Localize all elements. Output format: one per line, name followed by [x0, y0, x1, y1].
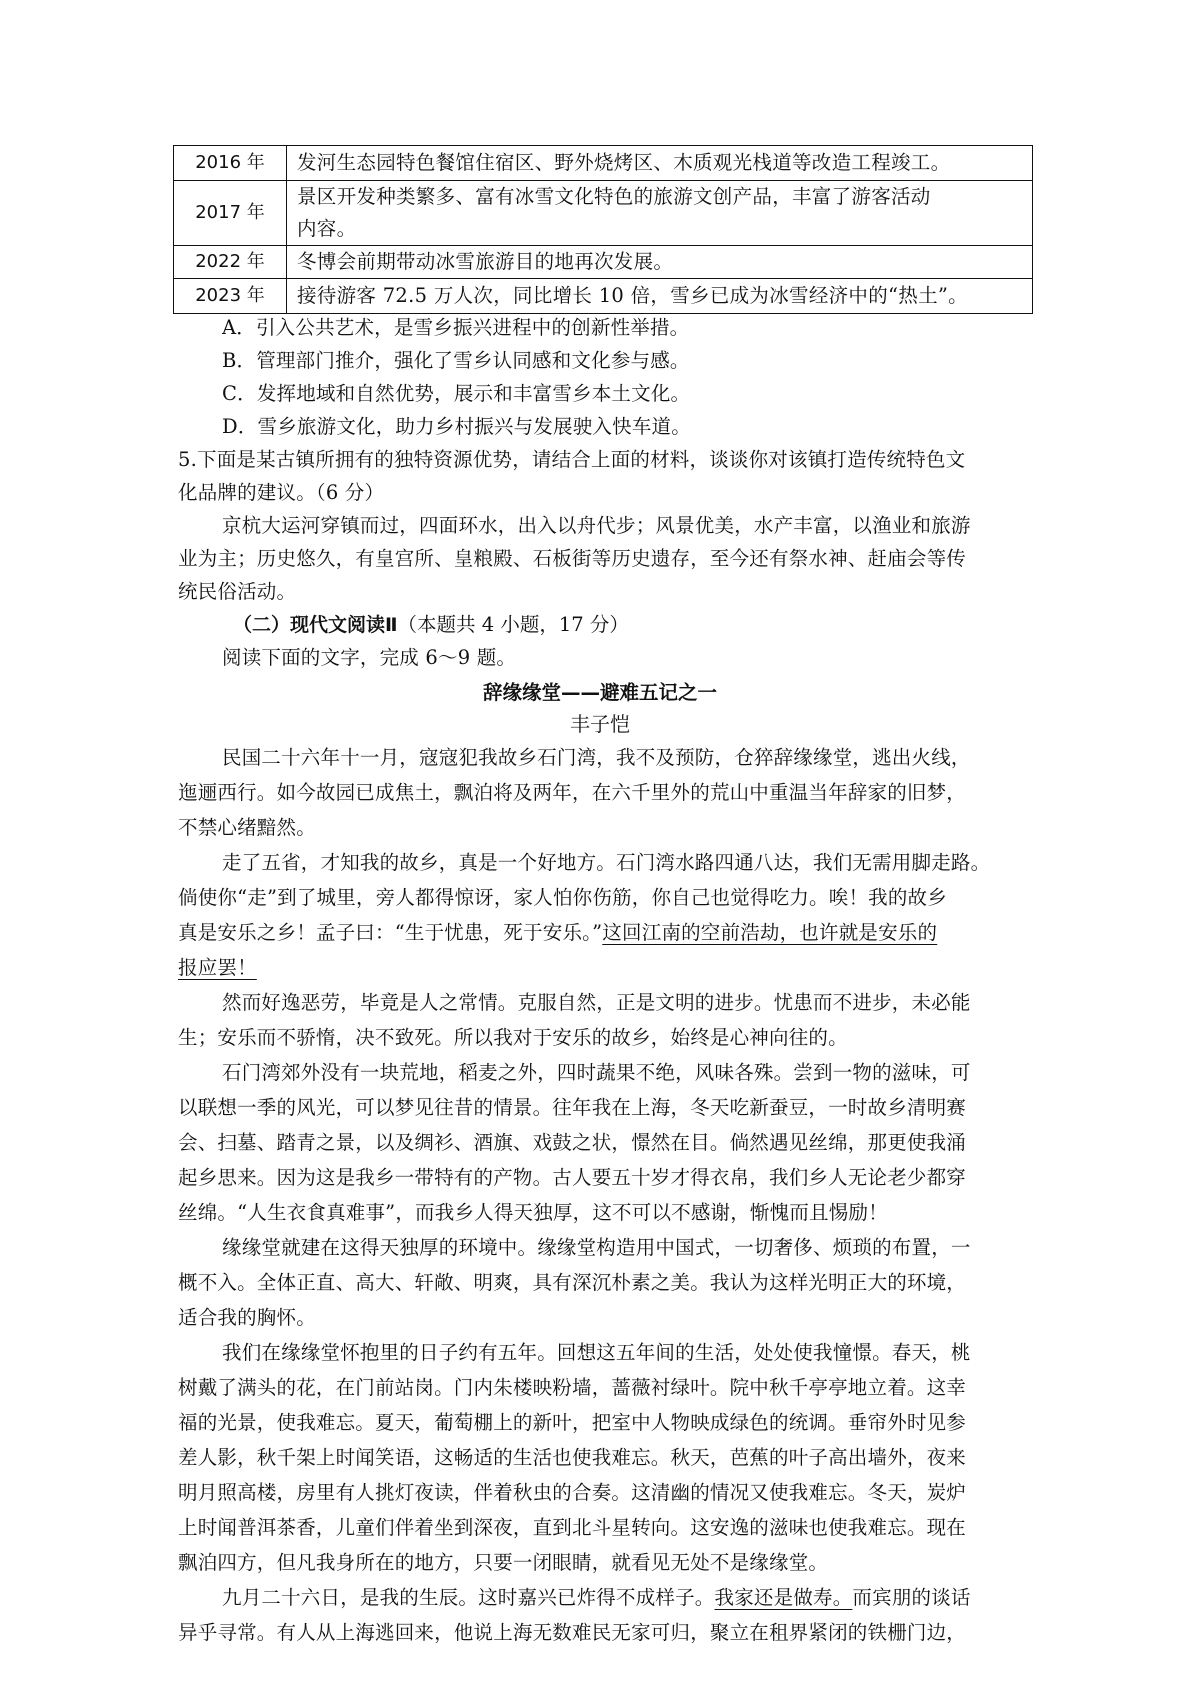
paragraph-line: 民国二十六年十一月，寇寇犯我故乡石门湾，我不及预防，仓猝辞缘缘堂，逃出火线， — [222, 746, 971, 769]
paragraph-line: 飘泊四方，但凡我身所在的地方，只要一闭眼睛，就看见无处不是缘缘堂。 — [178, 1551, 829, 1574]
event-cell: 接待游客 72.5 万人次，同比增长 10 倍，雪乡已成为冰雪经济中的“热土”。 — [287, 279, 1033, 314]
q5-material-line: 统民俗活动。 — [178, 580, 297, 603]
article-author: 丰子恺 — [570, 712, 630, 736]
paragraph-line: 会、扫墓、踏青之景，以及绸衫、酒旗、戏鼓之状，憬然在目。倘然遇见丝绵，那更使我涌 — [178, 1131, 967, 1154]
paragraph-text: 九月二十六日，是我的生辰。这时嘉兴已炸得不成样子。 — [222, 1586, 715, 1609]
paragraph-line: 不禁心绪黯然。 — [178, 816, 316, 839]
paragraph-line: 上时闻普洱茶香，儿童们伴着坐到深夜，直到北斗星转向。这安逸的滋味也使我难忘。现在 — [178, 1516, 967, 1539]
paragraph-text: 而宾朋的谈话 — [852, 1586, 971, 1609]
paragraph-line: 树戴了满头的花，在门前站岗。门内朱楼映粉墙，蔷薇衬绿叶。院中秋千亭亭地立着。这幸 — [178, 1376, 967, 1399]
paragraph-line — [222, 1582, 971, 1610]
event-cell: 冬博会前期带动冰雪旅游目的地再次发展。 — [287, 246, 1033, 279]
event-line: 景区开发种类繁多、富有冰雪文化特色的旅游文创产品，丰富了游客活动 — [297, 185, 931, 208]
paragraph-line: 差人影，秋千架上时闻笑语，这畅适的生活也使我难忘。秋天，芭蕉的叶子高出墙外，夜来 — [178, 1446, 967, 1469]
table-row — [174, 246, 1033, 279]
table-row — [174, 181, 1033, 246]
section-title: （二）现代文阅读Ⅱ — [233, 614, 398, 636]
event-cell — [287, 181, 1033, 246]
option-c: C．发挥地域和自然优势，展示和丰富雪乡本土文化。 — [222, 382, 691, 405]
paragraph-line: 福的光景，使我难忘。夏天，葡萄棚上的新叶，把室中人物映成绿色的统调。垂帘外时见参 — [178, 1411, 967, 1434]
paragraph-line: 生；安乐而不骄惰，决不致死。所以我对于安乐的故乡，始终是心神向往的。 — [178, 1026, 848, 1049]
underlined-sentence: 我家还是做寿。 — [714, 1586, 853, 1609]
paragraph-line: 起乡思来。因为这是我乡一带特有的产物。古人要五十岁才得衣帛，我们乡人无论老少都穿 — [178, 1166, 967, 1189]
option-a: A．引入公共艺术，是雪乡振兴进程中的创新性举措。 — [222, 316, 690, 339]
q5-material-line: 京杭大运河穿镇而过，四面环水，出入以舟代步；风景优美，水产丰富，以渔业和旅游 — [222, 514, 971, 537]
paragraph-line: 异乎寻常。有人从上海逃回来，他说上海无数难民无家可归，聚立在租界紧闭的铁栅门边， — [178, 1621, 967, 1644]
year-cell: 2016 年 — [174, 146, 287, 181]
paragraph-line: 石门湾郊外没有一块荒地，稻麦之外，四时蔬果不绝，风味各殊。尝到一物的滋味，可 — [222, 1061, 971, 1084]
instruction: 阅读下面的文字，完成 6～9 题。 — [222, 646, 517, 669]
article-title: 辞缘缘堂——避难五记之一 — [482, 681, 717, 704]
underlined-sentence: 报应罢！ — [178, 956, 257, 979]
section-note: （本题共 4 小题，17 分） — [397, 613, 629, 636]
table-row — [174, 279, 1033, 314]
paragraph-line — [178, 952, 257, 980]
year-cell: 2023 年 — [174, 279, 287, 314]
section-heading — [233, 609, 629, 637]
paragraph-line: 走了五省，才知我的故乡，真是一个好地方。石门湾水路四通八达，我们无需用脚走路。 — [222, 851, 991, 874]
paragraph-text: 真是安乐之乡！孟子曰：“生于忧患，死于安乐。” — [178, 921, 603, 944]
paragraph-line: 迤逦西行。如今故园已成焦土，飘泊将及两年，在六千里外的荒山中重温当年辞家的旧梦， — [178, 781, 967, 804]
paragraph-line: 明月照高楼，房里有人挑灯夜读，伴着秋虫的合奏。这清幽的情况又使我难忘。冬天，炭炉 — [178, 1481, 967, 1504]
year-cell: 2022 年 — [174, 246, 287, 279]
paragraph-line: 我们在缘缘堂怀抱里的日子约有五年。回想这五年间的生活，处处使我憧憬。春天，桃 — [222, 1341, 971, 1364]
event-cell: 发河生态园特色餐馆住宿区、野外烧烤区、木质观光栈道等改造工程竣工。 — [287, 146, 1033, 181]
paragraph-line: 丝绵。“人生衣食真难事”，而我乡人得天独厚，这不可以不感谢，惭愧而且惕励！ — [178, 1201, 888, 1224]
question-5-text: 化品牌的建议。（6 分） — [178, 481, 385, 504]
paragraph-line: 缘缘堂就建在这得天独厚的环境中。缘缘堂构造用中国式，一切奢侈、烦琐的布置，一 — [222, 1236, 971, 1259]
year-cell: 2017 年 — [174, 181, 287, 246]
timeline-table — [173, 145, 1033, 314]
paragraph-line: 概不入。全体正直、高大、轩敞、明爽，具有深沉朴素之美。我认为这样光明正大的环境， — [178, 1271, 967, 1294]
paragraph-line — [178, 917, 937, 945]
paragraph-line: 以联想一季的风光，可以梦见往昔的情景。往年我在上海，冬天吃新蚕豆，一时故乡清明赛 — [178, 1096, 967, 1119]
event-line: 内容。 — [297, 217, 357, 240]
option-d: D．雪乡旅游文化，助力乡村振兴与发展驶入快车道。 — [222, 415, 691, 438]
paragraph-line: 然而好逸恶劳，毕竟是人之常情。克服自然，正是文明的进步。忧患而不进步，未必能 — [222, 991, 971, 1014]
paragraph-line: 倘使你“走”到了城里，旁人都得惊讶，家人怕你伤筋，你自己也觉得吃力。唉！我的故乡 — [178, 886, 947, 909]
option-b: B．管理部门推介，强化了雪乡认同感和文化参与感。 — [222, 349, 690, 372]
q5-material-line: 业为主；历史悠久，有皇宫所、皇粮殿、石板街等历史遗存，至今还有祭水神、赶庙会等传 — [178, 547, 967, 570]
paragraph-line: 适合我的胸怀。 — [178, 1306, 316, 1329]
underlined-sentence: 这回江南的空前浩劫，也许就是安乐的 — [602, 921, 938, 944]
table-row — [174, 146, 1033, 181]
question-5-text: 5.下面是某古镇所拥有的独特资源优势，请结合上面的材料，谈谈你对该镇打造传统特色文 — [178, 448, 966, 471]
